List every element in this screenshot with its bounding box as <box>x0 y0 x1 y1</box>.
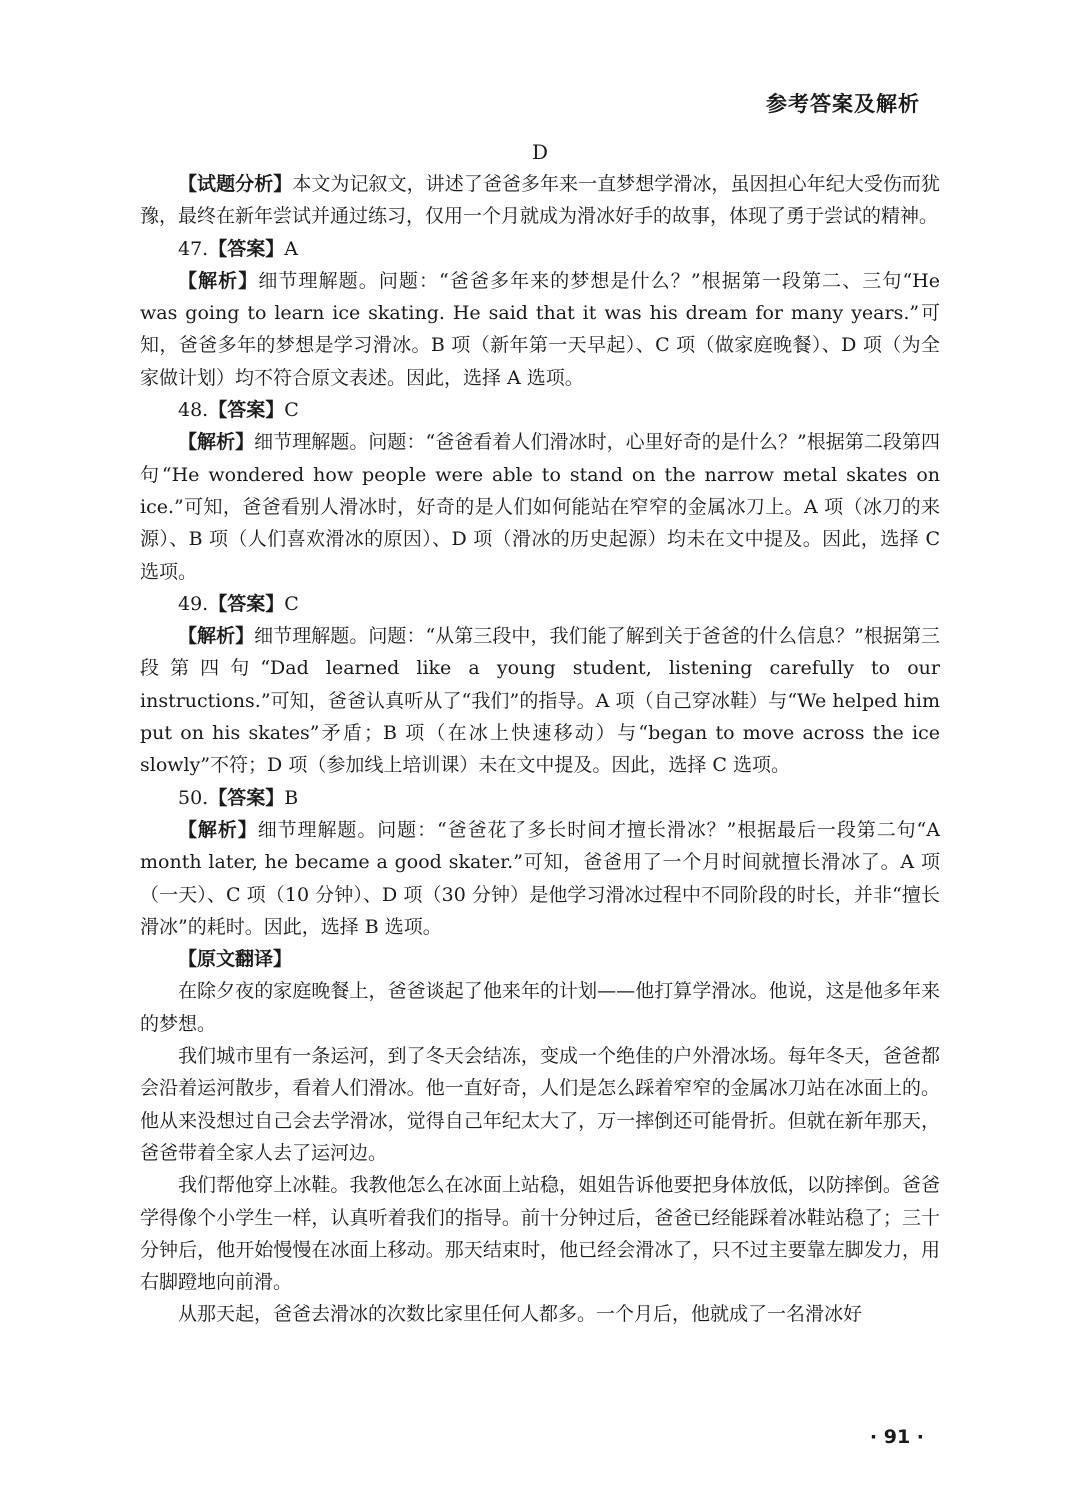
question-number: 47. <box>178 237 209 260</box>
analysis-text: 本文为记叙文，讲述了爸爸多年来一直梦想学滑冰，虽因担心年纪大受伤而犹豫，最终在新年尝试并通过练习，仅用一个月就成为滑冰好手的故事，体现了勇于尝试的精神。 <box>140 173 940 228</box>
answer-tag: 【答案】 <box>208 786 285 809</box>
answer-value: B <box>284 786 299 809</box>
answer-value: A <box>284 237 298 260</box>
translation-heading <box>140 943 940 975</box>
explanation-tag: 【解析】 <box>178 431 255 454</box>
explanation-49 <box>140 620 940 781</box>
answer-line-47 <box>140 233 940 265</box>
answer-tag: 【答案】 <box>208 592 285 615</box>
translation-paragraph: 在除夕夜的家庭晚餐上，爸爸谈起了他来年的计划——他打算学滑冰。他说，这是他多年来的梦想。 <box>140 980 940 1035</box>
explanation-text: 细节理解题。问题：“从第三段中，我们能了解到关于爸爸的什么信息？”根据第三段第四句“Dad learned like a young student, listening carefully to our instructions.”可知，爸爸认真听从了“我们”的指导。A 项（自己穿冰鞋）与“We helped him put on his skates”矛盾；B 项（在冰上快速移动）与“began to move across the ice slowly”不符；D 项（参加线上培训课）未在文中提及。因此，选择 C 选项。 <box>140 625 940 777</box>
section-letter: D <box>531 140 549 164</box>
analysis-tag: 【试题分析】 <box>178 173 293 195</box>
explanation-text: 细节理解题。问题：“爸爸看着人们滑冰时，心里好奇的是什么？”根据第二段第四句“He wondered how people were able to stand on the narrow metal skates on ice.”可知，爸爸看别人滑冰时，好奇的是人们如何能站在窄窄的金属冰刀上。A 项（冰刀的来源）、B 项（人们喜欢滑冰的原因）、D 项（滑冰的历史起源）均未在文中提及。因此，选择 C 选项。 <box>140 431 940 583</box>
analysis-paragraph <box>140 168 940 233</box>
translation-paragraph: 从那天起，爸爸去滑冰的次数比家里任何人都多。一个月后，他就成了一名滑冰好 <box>178 1303 863 1326</box>
answer-line-49 <box>140 588 940 620</box>
page-header-title: 参考答案及解析 <box>766 92 920 116</box>
explanation-tag: 【解析】 <box>178 269 259 292</box>
explanation-text: 细节理解题。问题：“爸爸多年来的梦想是什么？”根据第一段第二、三句“He was going to learn ice skating. He said that it was his dream for many years.”可知，爸爸多年的梦想是学习滑冰。B 项（新年第一天早起）、C 项（做家庭晚餐）、D 项（为全家做计划）均不符合原文表述。因此，选择 A 选项。 <box>140 269 940 389</box>
page-number: · 91 · <box>869 1426 924 1448</box>
question-number: 50. <box>178 786 209 809</box>
page-body <box>140 168 940 1331</box>
explanation-tag: 【解析】 <box>178 818 258 841</box>
explanation-47 <box>140 265 940 394</box>
answer-line-48 <box>140 394 940 426</box>
answer-line-50 <box>140 782 940 814</box>
explanation-48 <box>140 426 940 587</box>
translation-paragraph: 我们城市里有一条运河，到了冬天会结冻，变成一个绝佳的户外滑冰场。每年冬天，爸爸都会沿着运河散步，看着人们滑冰。他一直好奇，人们是怎么踩着窄窄的金属冰刀站在冰面上的。他从来没想过自己会去学滑冰，觉得自己年纪太大了，万一摔倒还可能骨折。但就在新年那天，爸爸带着全家人去了运河边。 <box>140 1045 940 1164</box>
translation-tag: 【原文翻译】 <box>178 948 293 971</box>
question-number: 49. <box>178 592 209 615</box>
answer-tag: 【答案】 <box>208 399 285 422</box>
answer-value: C <box>284 399 299 422</box>
explanation-tag: 【解析】 <box>178 625 255 648</box>
answer-tag: 【答案】 <box>208 237 285 260</box>
question-number: 48. <box>178 399 209 422</box>
explanation-text: 细节理解题。问题：“爸爸花了多长时间才擅长滑冰？”根据最后一段第二句“A month later, he became a good skater.”可知，爸爸用了一个月时间就擅长滑冰了。A 项（一天）、C 项（10 分钟）、D 项（30 分钟）是他学习滑冰过程中不同阶段的时长，并非“擅长滑冰”的耗时。因此，选择 B 选项。 <box>140 818 940 938</box>
translation-paragraph: 我们帮他穿上冰鞋。我教他怎么在冰面上站稳，姐姐告诉他要把身体放低，以防摔倒。爸爸学得像个小学生一样，认真听着我们的指导。前十分钟过后，爸爸已经能踩着冰鞋站稳了；三十分钟后，他开始慢慢在冰面上移动。那天结束时，他已经会滑冰了，只不过主要靠左脚发力，用右脚蹬地向前滑。 <box>140 1174 940 1294</box>
answer-value: C <box>284 592 299 615</box>
explanation-50 <box>140 814 940 943</box>
